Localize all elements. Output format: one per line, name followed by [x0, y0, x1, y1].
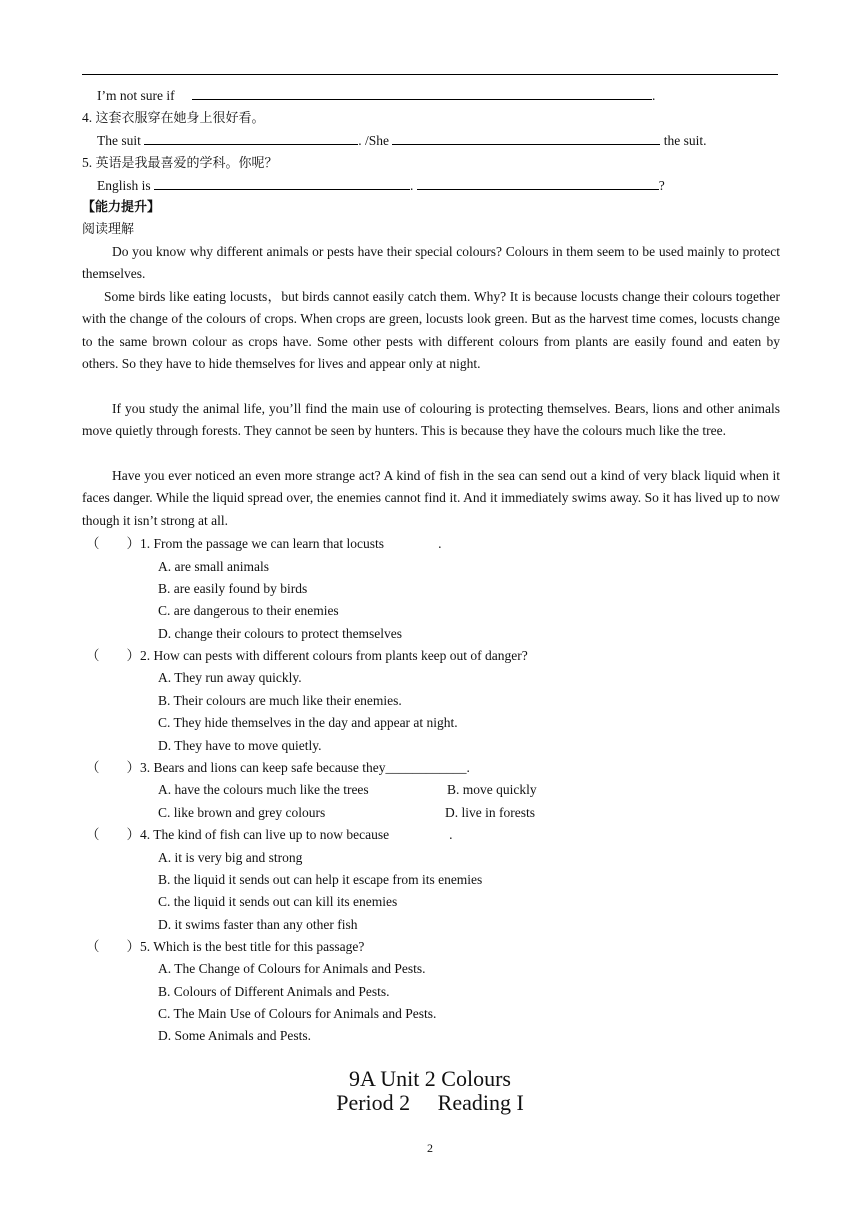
- option-5d[interactable]: D. Some Animals and Pests.: [158, 1028, 312, 1043]
- answer-blank[interactable]: [384, 536, 438, 548]
- question-stem-end: .: [438, 536, 442, 551]
- option-1a[interactable]: A. are small animals: [158, 559, 269, 574]
- option-3d[interactable]: D. live in forests: [445, 805, 535, 820]
- answer-paren[interactable]: （ ）: [86, 827, 140, 842]
- exercise-text: English is: [97, 178, 151, 193]
- option-5b[interactable]: B. Colours of Different Animals and Pests.: [158, 984, 390, 999]
- answer-blank[interactable]: [154, 177, 410, 190]
- answer-blank[interactable]: [389, 827, 449, 839]
- question-2: [86, 647, 528, 665]
- answer-paren[interactable]: （ ）: [86, 760, 140, 775]
- option-4c[interactable]: C. the liquid it sends out can kill its enemies: [158, 894, 398, 909]
- option-3b[interactable]: B. move quickly: [447, 782, 537, 797]
- option-1d[interactable]: D. change their colours to protect themselves: [158, 626, 403, 641]
- question-1: [86, 535, 441, 553]
- question-stem: 4. The kind of fish can live up to now because: [140, 827, 390, 842]
- page-number: 2: [427, 1141, 433, 1155]
- answer-blank[interactable]: [144, 132, 358, 145]
- question-3: [86, 759, 470, 777]
- answer-paren[interactable]: （ ）: [86, 648, 140, 663]
- answer-paren[interactable]: （ ）: [86, 536, 140, 551]
- question-stem: 3. Bears and lions can keep safe because they____________.: [140, 760, 470, 775]
- exercise-chinese-text: 这套衣服穿在她身上很好看。: [95, 111, 265, 126]
- answer-blank[interactable]: [417, 177, 659, 190]
- exercise-number: 5.: [82, 155, 93, 170]
- option-3c[interactable]: C. like brown and grey colours: [158, 805, 326, 820]
- option-4b[interactable]: B. the liquid it sends out can help it escape from its enemies: [158, 872, 483, 887]
- passage-paragraph-3: If you study the animal life, you’ll find the main use of colouring is protecting themselves. Bears, lions and other animals move quietly through forests. They cannot be seen by hunters. This is because they have the colours much like the tree.: [82, 401, 780, 439]
- header-rule: [82, 74, 778, 75]
- exercise-4-chinese: [82, 109, 265, 128]
- passage-paragraph-2: Some birds like eating locusts，but birds cannot easily catch them. Why? It is because locusts change their colours together with the change of the colours of crops. When crops are green, locusts look green. But as the harvest time comes, locusts change to the same brown colour as crops have. Some other pests with different colours from plants are easily found and eaten by others. So they have to hide themselves for lives and appear only at night.: [82, 289, 780, 371]
- section-subheading: 阅读理解: [82, 222, 135, 237]
- question-5: [86, 938, 364, 956]
- option-2b[interactable]: B. Their colours are much like their enemies.: [158, 693, 402, 708]
- next-section-title: 9A Unit 2 Colours: [349, 1066, 511, 1091]
- question-4: [86, 826, 452, 844]
- option-2d[interactable]: D. They have to move quietly.: [158, 738, 322, 753]
- question-stem: 5. Which is the best title for this passage?: [140, 939, 365, 954]
- exercise-line-not-sure: [97, 87, 655, 105]
- option-4a[interactable]: A. it is very big and strong: [158, 850, 303, 865]
- answer-blank[interactable]: [192, 87, 652, 100]
- option-1c[interactable]: C. are dangerous to their enemies: [158, 603, 339, 618]
- passage-paragraph-4: Have you ever noticed an even more strange act? A kind of fish in the sea can send out a kind of very black liquid when it faces danger. While the liquid spread over, the enemies cannot find it. And it immediately swims away. So it has lived up to now though it isn’t strong at all.: [82, 468, 780, 528]
- next-section-subtitle: Period 2 Reading I: [336, 1090, 524, 1115]
- option-3a[interactable]: A. have the colours much like the trees: [158, 782, 369, 797]
- option-2a[interactable]: A. They run away quickly.: [158, 670, 302, 685]
- exercise-text: . /She: [358, 133, 390, 148]
- option-2c[interactable]: C. They hide themselves in the day and appear at night.: [158, 715, 458, 730]
- question-stem: 1. From the passage we can learn that locusts: [140, 536, 385, 551]
- question-stem: 2. How can pests with different colours from plants keep out of danger?: [140, 648, 528, 663]
- exercise-text: The suit: [97, 133, 141, 148]
- answer-paren[interactable]: （ ）: [86, 939, 140, 954]
- exercise-chinese-text: 英语是我最喜爱的学科。你呢？: [95, 156, 278, 171]
- exercise-5-english: [97, 177, 665, 195]
- exercise-number: 4.: [82, 110, 93, 125]
- section-heading: 【能力提升】: [82, 200, 161, 215]
- option-5c[interactable]: C. The Main Use of Colours for Animals and Pests.: [158, 1006, 437, 1021]
- option-1b[interactable]: B. are easily found by birds: [158, 581, 308, 596]
- exercise-text: ?: [658, 178, 665, 193]
- exercise-text: the suit.: [663, 133, 707, 148]
- exercise-4-english: [97, 132, 707, 150]
- option-4d[interactable]: D. it swims faster than any other fish: [158, 917, 358, 932]
- exercise-text: .: [651, 88, 656, 103]
- exercise-5-chinese: [82, 154, 278, 173]
- question-stem-end: .: [449, 827, 453, 842]
- exercise-text: I’m not sure if: [97, 88, 175, 103]
- answer-blank[interactable]: [392, 132, 660, 145]
- exercise-text: .: [410, 178, 414, 193]
- option-5a[interactable]: A. The Change of Colours for Animals and Pests.: [158, 961, 426, 976]
- passage-paragraph-1: Do you know why different animals or pests have their special colours? Colours in them seem to be used mainly to protect themselves.: [82, 244, 780, 282]
